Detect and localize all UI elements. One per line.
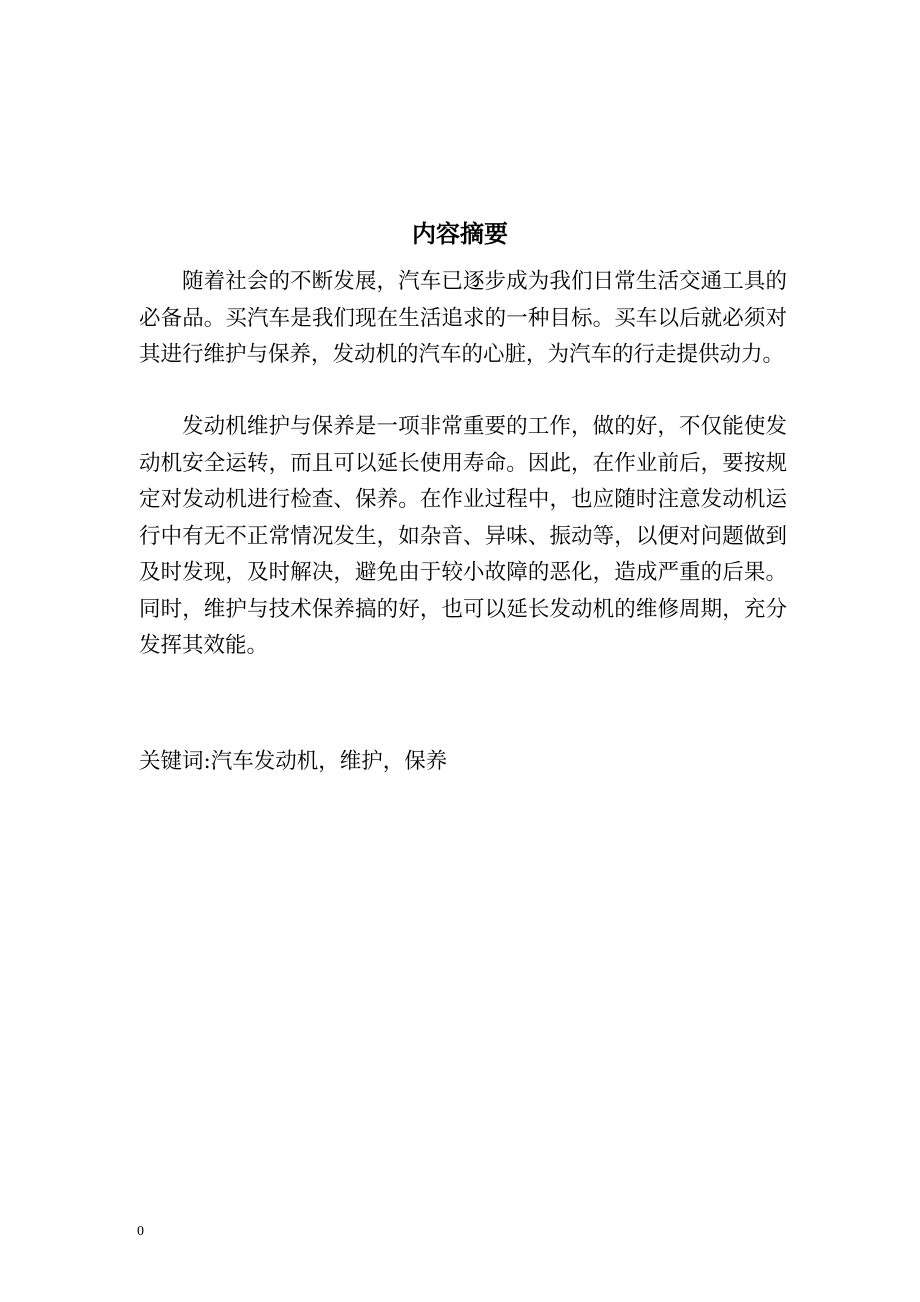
page-number: 0 (137, 1224, 144, 1239)
abstract-paragraph-1-container (139, 264, 787, 374)
abstract-paragraph-1: 随着社会的不断发展，汽车已逐步成为我们日常生活交通工具的必备品。买汽车是我们现在生活追求的一种目标。买车以后就必须对其进行维护与保养，发动机的汽车的心脏，为汽车的行走提供动力。 (139, 269, 787, 367)
abstract-paragraph-2-container (139, 409, 787, 665)
abstract-paragraph-2: 发动机维护与保养是一项非常重要的工作，做的好，不仅能使发动机安全运转，而且可以延长使用寿命。因此，在作业前后，要按规定对发动机进行检查、保养。在作业过程中，也应随时注意发动机运行中有无不正常情况发生，如杂音、异味、振动等，以便对问题做到及时发现，及时解决，避免由于较小故障的恶化，造成严重的后果。同时，维护与技术保养搞的好，也可以延长发动机的维修周期，充分发挥其效能。 (139, 414, 787, 658)
abstract-title: 内容摘要 (412, 220, 508, 248)
keywords-line: 关键词:汽车发动机，维护，保养 (139, 749, 448, 774)
